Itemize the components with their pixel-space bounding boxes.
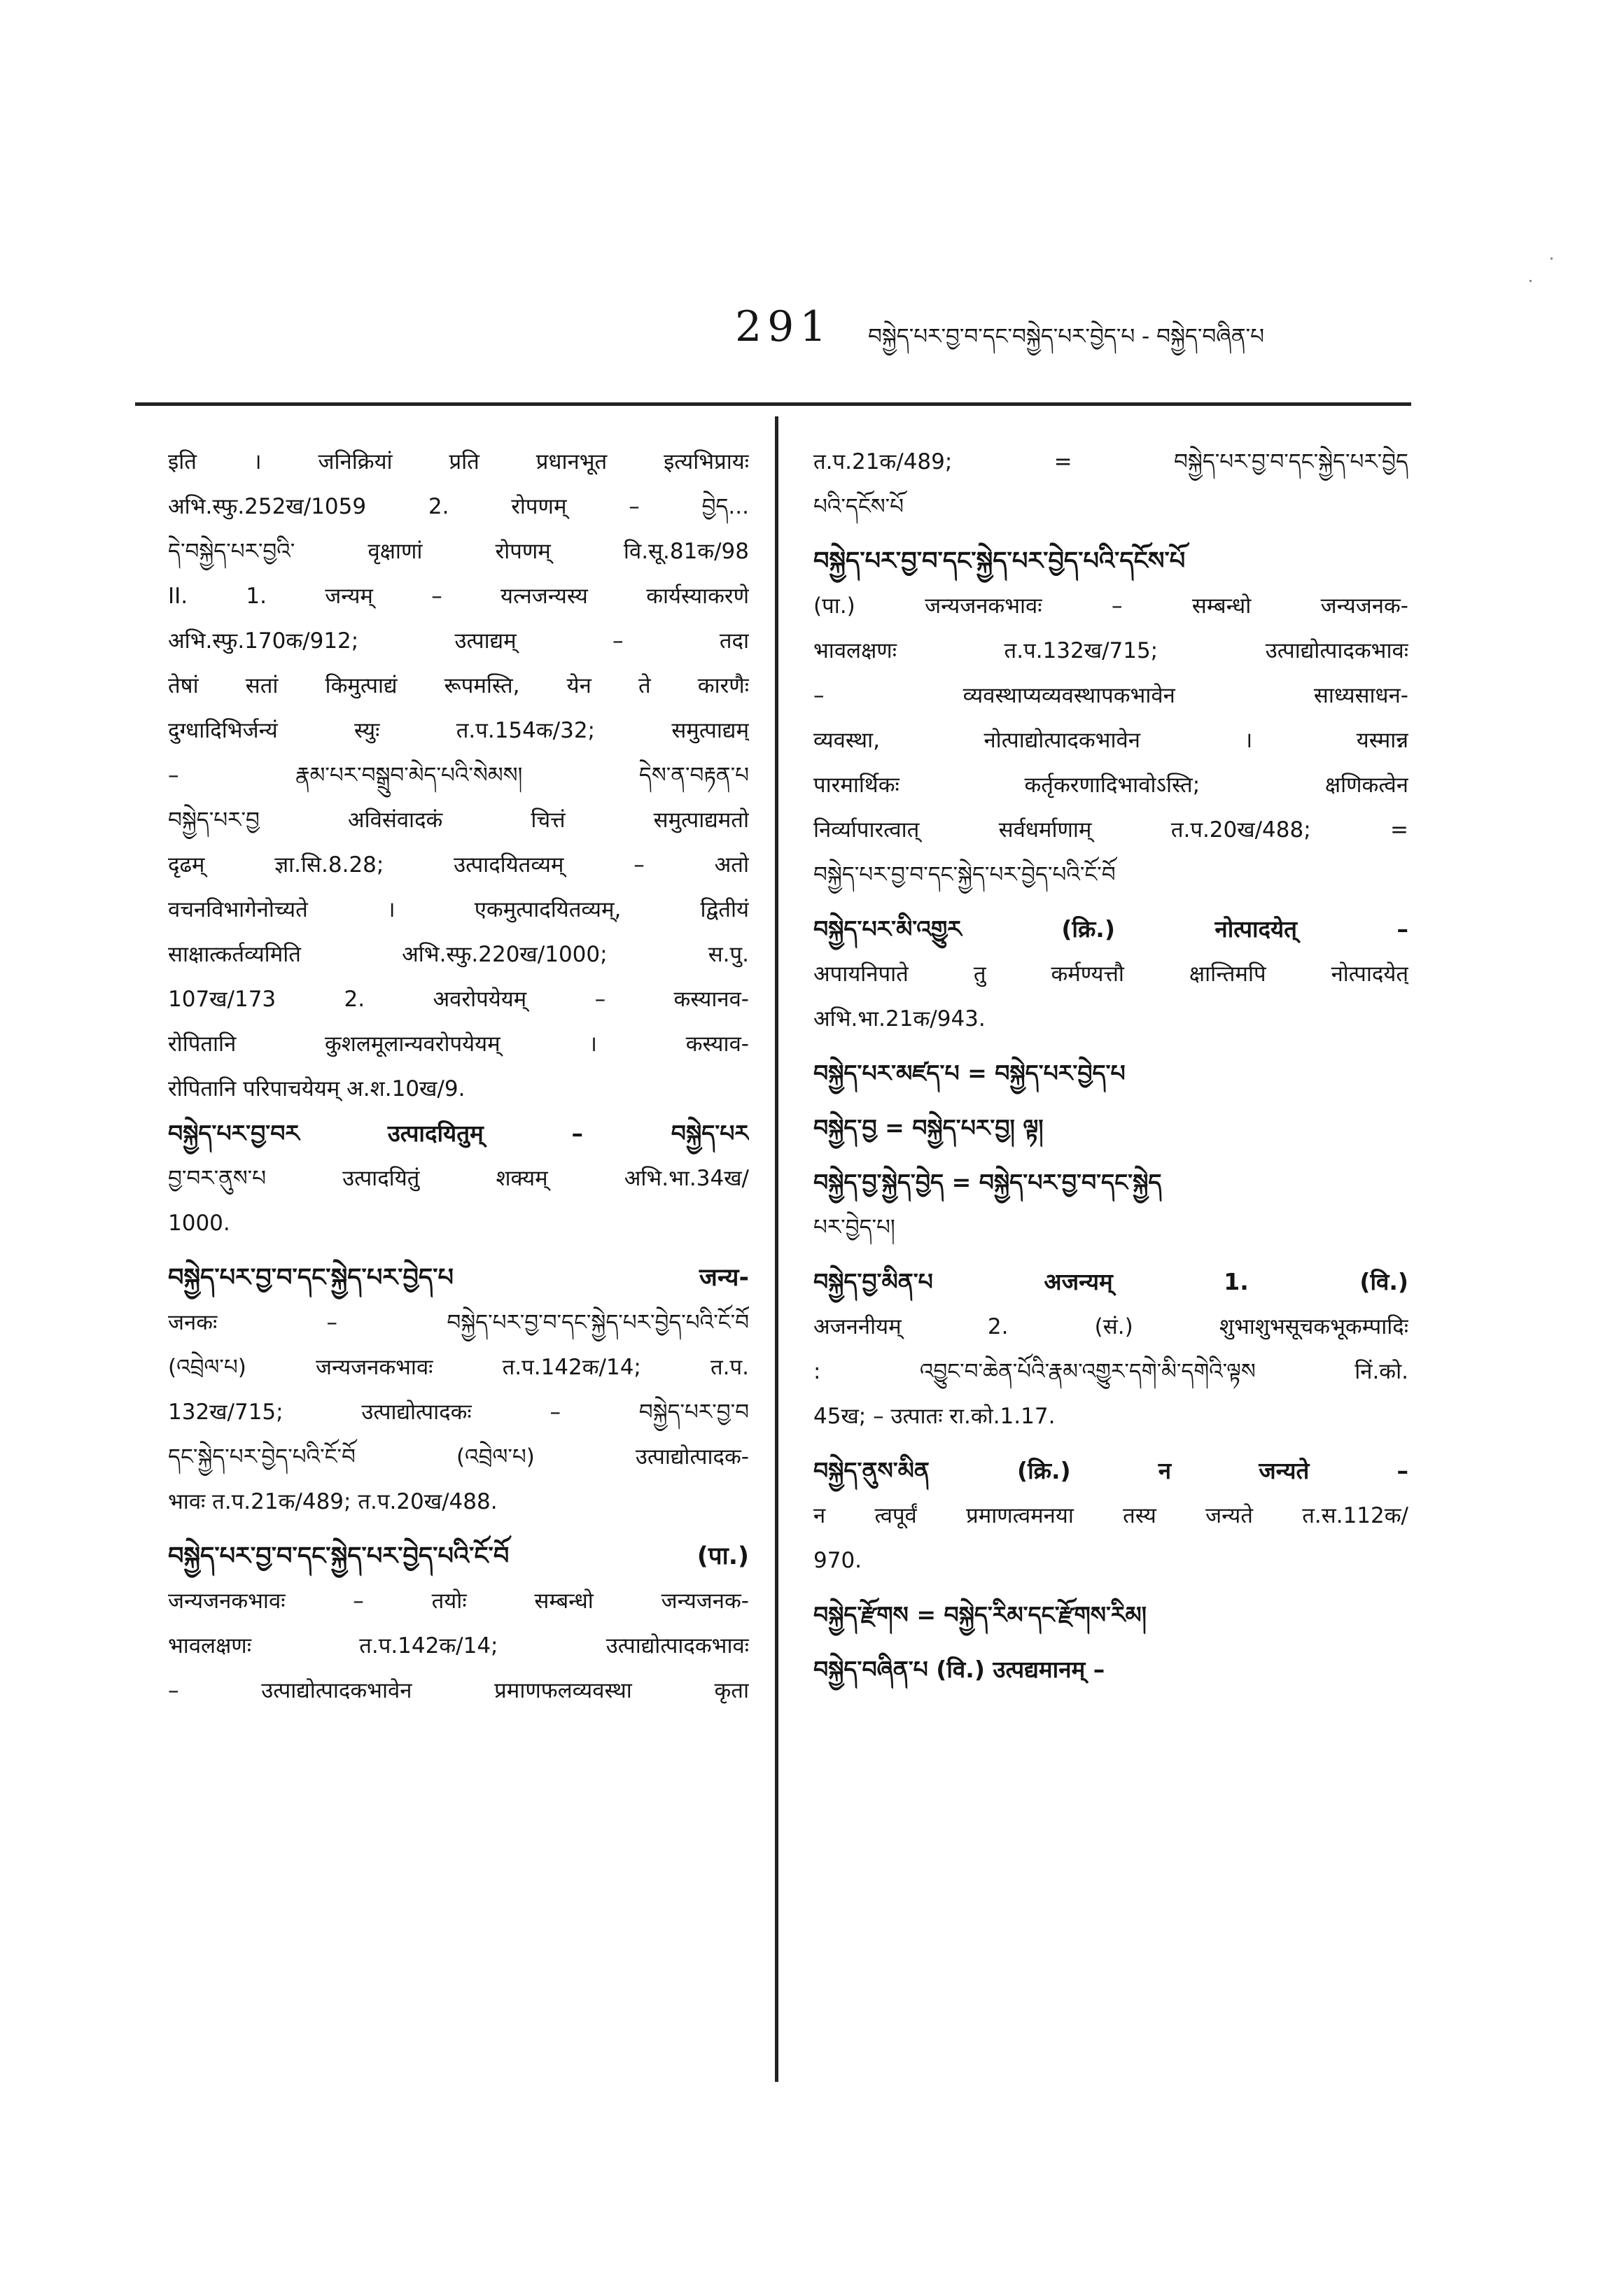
text-line: अभि.भा.21क/943. bbox=[813, 1006, 986, 1031]
text-line: त.प.21क/489; = བསྐྱེད་པར་བྱ་བ་དང་སྐྱེད་པར་བྱེད bbox=[813, 449, 1408, 474]
left-column bbox=[168, 439, 749, 1713]
entry-headword-line: བསྐྱེད་པར་བྱ་བ་དང་སྐྱེད་པར་བྱེད་པའི་དངོས་པོ bbox=[813, 547, 1186, 575]
entry-headword-line: བསྐྱེད་པར་བྱ་བར उत्पादयितुम् – བསྐྱེད་པར bbox=[168, 1120, 749, 1147]
page-number: 291 bbox=[735, 302, 832, 351]
entry-headword-line: བསྐྱེད་བྱ་མིན་པ अजन्यम् 1. (वि.) bbox=[813, 1268, 1408, 1295]
text-line: भावलक्षणः त.प.142क/14; उत्पाद्योत्पादकभावः bbox=[168, 1633, 749, 1658]
text-line: བསྐྱེད་པར་བྱ་བ་དང་སྐྱེད་པར་བྱེད་པའི་ངོ་བོ bbox=[813, 862, 1116, 887]
text-line: इति । जनिक्रियां प्रति प्रधानभूत इत्यभिप्रायः bbox=[168, 449, 749, 474]
text-line: जन्यजनकभावः – तयोः सम्बन्धो जन्यजनक- bbox=[168, 1589, 749, 1614]
text-line: रोपितानि कुशलमूलान्यवरोपयेयम् । कस्याव- bbox=[168, 1031, 749, 1057]
text-line: (पा.) जन्यजनकभावः – सम्बन्धो जन्यजनक- bbox=[813, 593, 1408, 619]
text-line: པར་བྱེད་པ། bbox=[813, 1215, 895, 1240]
text-line: དེ་བསྐྱེད་པར་བྱའི་ वृक्षाणां रोपणम् वि.सू.81क/98 bbox=[168, 539, 749, 564]
text-line: जनकः – བསྐྱེད་པར་བྱ་བ་དང་སྐྱེད་པར་བྱེད་པའི་ངོ་བོ bbox=[168, 1310, 749, 1335]
text-line: व्यवस्था, नोत्पाद्योत्पादकभावेन । यस्मान्न bbox=[813, 728, 1408, 753]
text-line: दृढम् ज्ञा.सि.8.28; उत्पादयितव्यम् – अतो bbox=[168, 852, 749, 878]
header-rule bbox=[135, 402, 1411, 406]
text-line: वचनविभागेनोच्यते । एकमुत्पादयितव्यम्, द्वितीयं bbox=[168, 897, 749, 922]
entry-headword-line: བསྐྱེད་པར་བྱ་བ་དང་སྐྱེད་པར་བྱེད་པ जन्य- bbox=[168, 1264, 749, 1292]
column-divider bbox=[775, 416, 778, 2082]
text-line: 45ख; – उत्पातः रा.को.1.17. bbox=[813, 1404, 1056, 1429]
entry-headword-line: བསྐྱེད་པར་མི་འགྱུར (क्रि.) नोत्पादयेत् – bbox=[813, 915, 1408, 943]
text-line: न त्वपूर्वं प्रमाणत्वमनया तस्य जन्यते त.स.112क/ bbox=[813, 1503, 1408, 1528]
text-line: – རྣམ་པར་བསྒྲུབ་མེད་པའི་སེམས། དེས་ན་བརྟན་པ bbox=[168, 763, 749, 788]
text-line: དང་སྐྱེད་པར་བྱེད་པའི་ངོ་བོ (འབྲེལ་པ) उत्पाद्योत्पादक- bbox=[168, 1444, 749, 1470]
text-line: – उत्पाद्योत्पादकभावेन प्रमाणफलव्यवस्था कृता bbox=[168, 1678, 749, 1703]
text-line: अजननीयम् 2. (सं.) शुभाशुभसूचकभूकम्पादिः bbox=[813, 1314, 1408, 1339]
text-line: (འབྲེལ་པ) जन्यजनकभावः त.प.142क/14; त.प. bbox=[168, 1355, 749, 1380]
text-line: अभि.स्फु.170क/912; उत्पाद्यम् – तदा bbox=[168, 628, 749, 654]
margin-mark bbox=[1530, 280, 1532, 282]
text-line: 970. bbox=[813, 1548, 862, 1573]
margin-mark bbox=[1550, 258, 1553, 260]
text-line: – व्यवस्थाप्यव्यवस्थापकभावेन साध्यसाधन- bbox=[813, 683, 1408, 708]
text-line: रोपितानि परिपाचयेयम् अ.श.10ख/9. bbox=[168, 1076, 465, 1101]
text-line: པའི་དངོས་པོ bbox=[813, 494, 904, 519]
entry-headword-line: བསྐྱེད་ནུས་མིན (क्रि.) न जन्यते – bbox=[813, 1457, 1408, 1484]
running-head: བསྐྱེད་པར་བྱ་བ་དང་བསྐྱེད་པར་བྱེད་པ - བསྐྱེད་བཞིན་པ bbox=[868, 324, 1264, 349]
entry-headword-line: བསྐྱེད་བྱ་སྐྱེད་བྱེད = བསྐྱེད་པར་བྱ་བ་དང་སྐྱེད bbox=[813, 1169, 1162, 1196]
text-line: བྱ་བར་ནུས་པ उत्पादयितुं शक्यम् अभि.भा.34ख/ bbox=[168, 1166, 749, 1191]
text-line: 1000. bbox=[168, 1211, 230, 1236]
text-line: अभि.स्फु.252ख/1059 2. रोपणम् – བྱེད... bbox=[168, 494, 749, 519]
text-line: 132ख/715; उत्पाद्योत्पादकः – བསྐྱེད་པར་བྱ་བ bbox=[168, 1400, 749, 1425]
right-column bbox=[813, 439, 1408, 1692]
text-line: 107ख/173 2. अवरोपयेयम् – कस्यानव- bbox=[168, 987, 749, 1012]
entry-headword-line: བསྐྱེད་པར་མཛད་པ = བསྐྱེད་པར་བྱེད་པ bbox=[813, 1059, 1126, 1087]
entry-headword-line: བསྐྱེད་རྫོགས = བསྐྱེད་རིམ་དང་རྫོགས་རིམ། bbox=[813, 1601, 1147, 1628]
text-line: भावः त.प.21क/489; त.प.20ख/488. bbox=[168, 1489, 498, 1514]
entry-headword-line: བསྐྱེད་བྱ = བསྐྱེད་པར་བྱ། ལྟ། bbox=[813, 1114, 1044, 1141]
text-line: दुग्धादिभिर्जन्यं स्युः त.प.154क/32; समुत्पाद्यम् bbox=[168, 718, 749, 743]
text-line: अपायनिपाते तु कर्मण्यत्तौ क्षान्तिमपि नोत्पादयेत् bbox=[813, 962, 1408, 987]
text-line: བསྐྱེད་པར་བྱ अविसंवादकं चित्तं समुत्पाद्यमतो bbox=[168, 808, 749, 833]
entry-headword-line: བསྐྱེད་པར་བྱ་བ་དང་སྐྱེད་པར་བྱེད་པའི་ངོ་བོ (पा.) bbox=[168, 1542, 749, 1570]
entry-headword-line: བསྐྱེད་བཞིན་པ (वि.) उत्पद्यमानम् – bbox=[813, 1656, 1105, 1683]
text-line: : འབྱུང་བ་ཆེན་པོའི་རྣམ་འགྱུར་དགེ་མི་དགེའི་ལྟས निं.को. bbox=[813, 1359, 1408, 1384]
text-line: साक्षात्कर्तव्यमिति अभि.स्फु.220ख/1000; स.पु. bbox=[168, 942, 749, 967]
text-line: निर्व्यापारत्वात् सर्वधर्माणाम् त.प.20ख/488; = bbox=[813, 817, 1408, 843]
text-line: पारमार्थिकः कर्तृकरणादिभावोऽस्ति; क्षणिकत्वेन bbox=[813, 773, 1408, 798]
text-line: II. 1. जन्यम् – यत्नजन्यस्य कार्यस्याकरणे bbox=[168, 584, 749, 609]
text-line: भावलक्षणः त.प.132ख/715; उत्पाद्योत्पादकभावः bbox=[813, 638, 1408, 663]
text-line: तेषां सतां किमुत्पाद्यं रूपमस्ति, येन ते कारणैः bbox=[168, 673, 749, 698]
